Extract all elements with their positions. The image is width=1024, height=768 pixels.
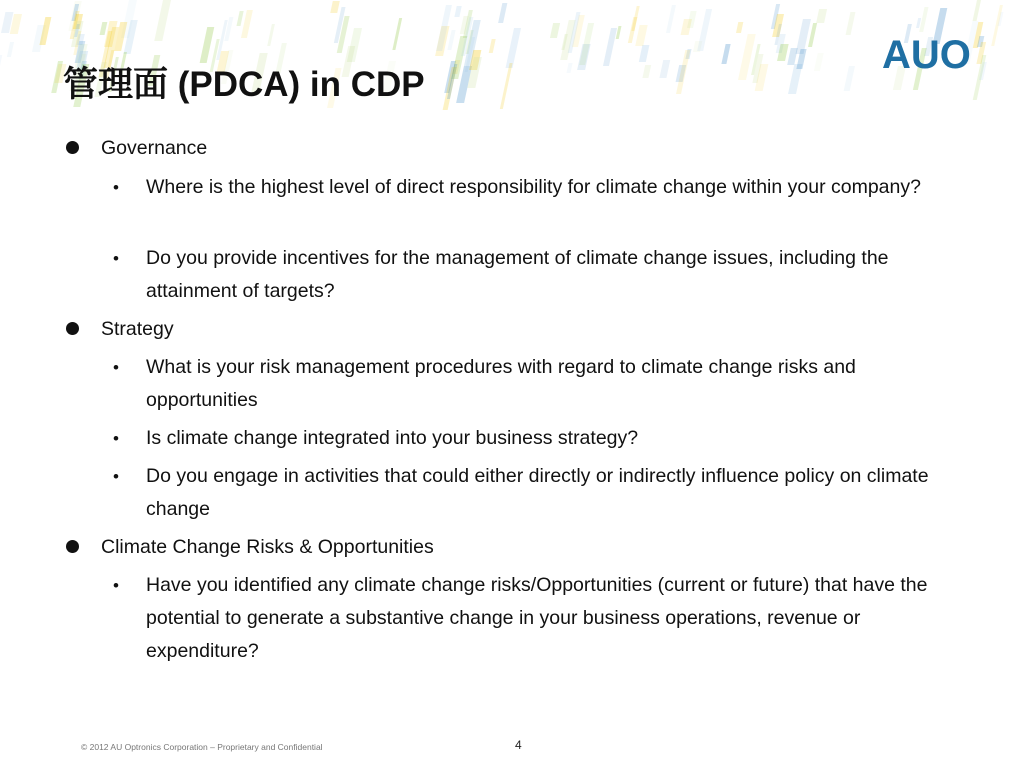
list-item: Have you identified any climate change risks/Opportunities (current or future) that have the potential to generate a substantive change in your business operations, revenue or expenditure? — [146, 574, 928, 662]
list-item: Is climate change integrated into your business strategy? — [146, 427, 639, 449]
list-item: Do you engage in activities that could either directly or indirectly influence policy on climate change — [146, 465, 929, 520]
list-item: What is your risk management procedures with regard to climate change risks and opportunities — [146, 356, 856, 411]
logo-text: AUO — [882, 33, 971, 73]
slide-title: 管理面 (PDCA) in CDP — [63, 65, 425, 104]
bullet-dot — [66, 540, 79, 553]
section-heading: Climate Change Risks & Opportunities — [101, 536, 434, 558]
list-item: Do you provide incentives for the management of climate change issues, including the attainment of targets? — [146, 247, 889, 302]
section-heading: Governance — [101, 137, 208, 159]
section-heading: Strategy — [101, 318, 174, 340]
bullet-dot — [66, 141, 79, 154]
sub-bullet-marker: • — [113, 576, 119, 595]
page-number: 4 — [515, 738, 522, 752]
sub-bullet-marker: • — [113, 358, 119, 377]
sub-bullet-marker: • — [113, 467, 119, 486]
footer-copyright: © 2012 AU Optronics Corporation – Proprietary and Confidential — [81, 742, 323, 752]
list-item: Where is the highest level of direct responsibility for climate change within your company? — [146, 176, 921, 198]
sub-bullet-marker: • — [113, 429, 119, 448]
bullet-dot — [66, 322, 79, 335]
sub-bullet-marker: • — [113, 178, 119, 197]
sub-bullet-marker: • — [113, 249, 119, 268]
